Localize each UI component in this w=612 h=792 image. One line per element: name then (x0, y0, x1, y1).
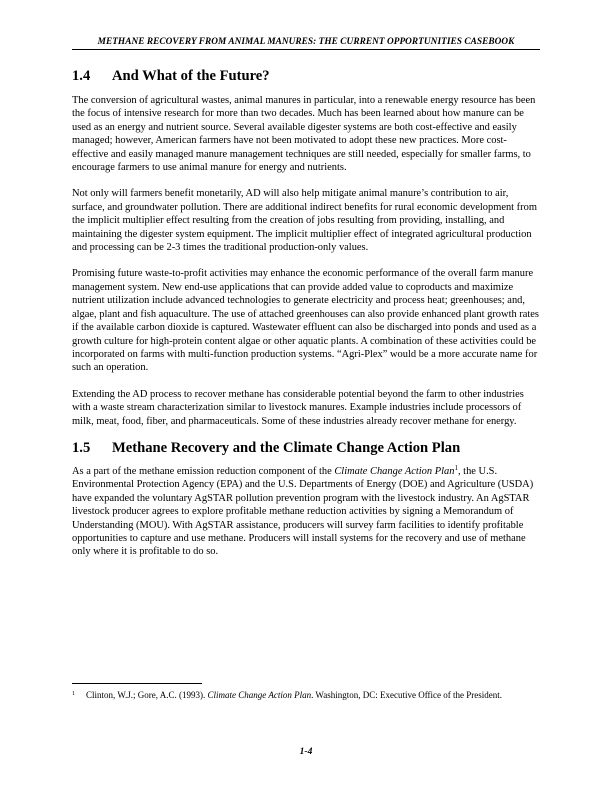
paragraph: Extending the AD process to recover methane has considerable potential beyond the farm to other industries with a waste stream characterization similar to livestock manures. Example industries include processors of milk, meat, food, fiber, and pharmaceuticals. Some of these industries already recover methane for energy. (72, 388, 524, 427)
footnote-rule (72, 683, 202, 684)
footnote-text: . Washington, DC: Executive Office of the President. (311, 690, 502, 700)
section-heading (72, 439, 540, 457)
header-rule (72, 49, 540, 50)
section-1-5 (72, 439, 540, 559)
section-title: Methane Recovery and the Climate Change Action Plan (112, 439, 461, 456)
paragraph: Not only will farmers benefit monetarily, AD will also help mitigate animal manure’s contribution to air, surface, and groundwater pollution. There are additional indirect benefits for rural economic development from the implicit multiplier effect resulting from the creation of jobs resulting from providing, installing, and maintaining the digester system equipment. The implicit multiplier effect of integrated agricultural production and processing can be 2-3 times the traditional production-only values. (72, 188, 537, 254)
section-number: 1.5 (72, 439, 91, 456)
paragraph: Promising future waste-to-profit activities may enhance the economic performance of the overall farm manure management system. New end-use applications that can provide added value to coproducts and maximize nutrient utilization include advanced technologies to generate electricity and process heat; greenhouses; and, algae, plant and fish aquaculture. The use of attached greenhouses can also provide enhanced plant growth rates if the available carbon dioxide is captured. Wastewater effluent can also be discharged into ponds and used as a growth culture for high-protein content algae or other aquatic plants. A combination of these activities could be incorporated on farms with multi-function production systems. “Agri-Plex” would be a more accurate name for such an operation. (72, 268, 539, 374)
paragraph-text: , the U.S. Environmental Protection Agency (EPA) and the U.S. Departments of Energy (DOE) and Agriculture (USDA) have expanded the voluntary AgSTAR pollution prevention program with the livestock industry. An AgSTAR livestock producer agrees to explore profitable methane reduction activities by signing a Memorandum of Understanding (MOU). With AgSTAR assistance, producers will survey farm facilities to identify profitable opportunities to capture and use methane. Producers will install systems for the recovery and use of methane only where it is profitable to do so. (72, 465, 534, 558)
cited-title: Climate Change Action Plan (334, 465, 455, 477)
section-heading (72, 67, 540, 85)
footnote-reference[interactable]: 1 (454, 463, 458, 472)
paragraph-text: As a part of the methane emission reduction component of the (72, 465, 335, 477)
paragraph: The conversion of agricultural wastes, animal manures in particular, into a renewable energy resource has been the focus of intensive research for more than two decades. Much has been learned about how manure can be used as an energy and nutrient source. Several available digester systems are both cost-effective and easily managed; however, American farmers have not been motivated to adopt these new practices. More cost-effective and easily managed manure management techniques are still needed, especially for smaller farms, to encourage farmers to use animal manure for energy and nutrients. (72, 95, 536, 174)
footnote: 1 Clinton, W.J.; Gore, A.C. (1993). Climate Change Action Plan. Washington, DC: Executive Office of the President. (72, 690, 502, 700)
section-number: 1.4 (72, 68, 91, 84)
footnote-cited-title: Climate Change Action Plan (207, 690, 312, 700)
section-1-4 (72, 67, 540, 428)
paragraph (72, 465, 540, 559)
footnote-text: Clinton, W.J.; Gore, A.C. (1993). (86, 690, 208, 700)
page-number: 1-4 (299, 747, 313, 757)
page-body (72, 67, 540, 559)
section-title: And What of the Future? (112, 68, 270, 84)
running-header: METHANE RECOVERY FROM ANIMAL MANURES: THE CURRENT OPPORTUNITIES CASEBOOK (97, 37, 515, 47)
